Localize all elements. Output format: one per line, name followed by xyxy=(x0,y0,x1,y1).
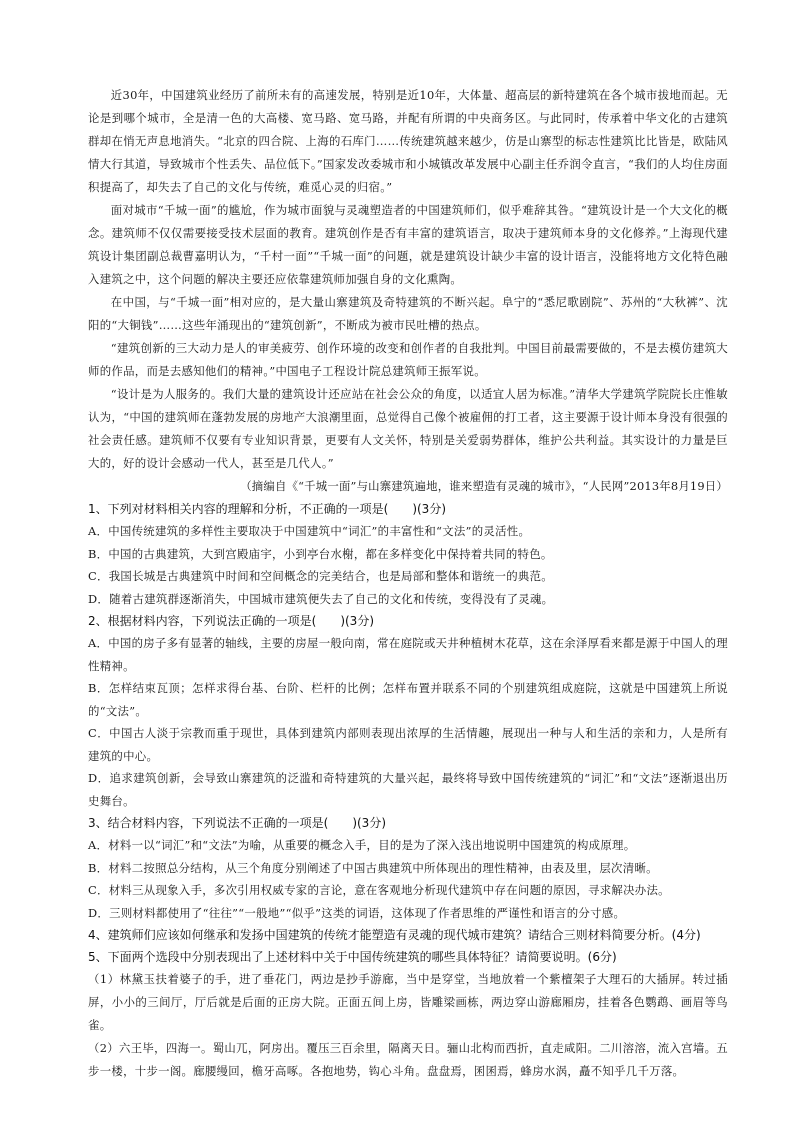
option-d: D．三则材料都使用了“往往”“一般地”“似乎”这类的词语，这体现了作者思维的严谨性和语言的分寸感。 xyxy=(88,905,626,920)
question-stem: 3、结合材料内容，下列说法不正确的一项是( )(3分) xyxy=(88,816,386,830)
excerpt-1: （1）林黛玉扶着婆子的手，进了垂花门，两边是抄手游廊，当中是穿堂，当地放着一个紫檀架子大理石的大插屏。转过插屏，小小的三间厅，厅后就是后面的正房大院。正面五间上房，皆雕梁画栋，两边穿山游廊厢房，挂着各色鹦鹉、画眉等鸟雀。 xyxy=(88,972,728,1032)
option-b: B．怎样结束瓦顶；怎样求得台基、台阶、栏杆的比例；怎样布置并联系不同的个别建筑组成庭院，这就是中国建筑上所说的“文法”。 xyxy=(88,681,728,718)
question-stem: 5、下面两个选段中分别表现出了上述材料中关于中国传统建筑的哪些具体特征？请简要说明。(6分) xyxy=(88,950,617,964)
article-paragraph-2: 面对城市“千城一面”的尴尬，作为城市面貌与灵魂塑造者的中国建筑师们，似乎难辞其咎。“建筑设计是一个大文化的概念。建筑师不仅仅需要接受技术层面的教育。建筑创作是否有丰富的建筑语言，取决于建筑师本身的文化修养。”上海现代建筑设计集团副总裁曹嘉明认为，“千村一面”“千城一面”的问题，就是建筑设计缺少丰富的设计语言，没能将地方文化特色融入建筑之中，这个问题的解决主要还应依靠建筑师加强自身的文化熏陶。 xyxy=(88,203,728,286)
option-c: C．材料三从现象入手，多次引用权威专家的言论，意在客观地分析现代建筑中存在问题的原因，寻求解决办法。 xyxy=(88,883,670,897)
article-paragraph-5: “设计是为人服务的。我们大量的建筑设计还应站在社会公众的角度，以适宜人居为标准。”清华大学建筑学院院长庄惟敏认为，“中国的建筑师在蓬勃发展的房地产大浪潮里面，总觉得自己像个被雇佣的打工者，这主要源于设计师本身没有很强的社会责任感。建筑师不仅要有专业知识背景，更要有人文关怀，特别是关爱弱势群体，维护公共利益。其实设计的力量是巨大的，好的设计会感动一代人，甚至是几代人。” xyxy=(88,387,728,470)
document-page xyxy=(88,84,728,1083)
article-paragraph-4: “建筑创新的三大动力是人的审美疲劳、创作环境的改变和创作者的自我批判。中国目前最需要做的，不是去模仿建筑大师的作品，而是去感知他们的精神。”中国电子工程设计院总建筑师王振军说。 xyxy=(88,341,728,378)
option-b: B．材料二按照总分结构，从三个角度分别阐述了中国古典建筑中所体现出的理性精神，由表及里，层次清晰。 xyxy=(88,860,658,875)
option-c: C．我国长城是古典建筑中时间和空间概念的完美结合，也是局部和整体和谐统一的典范。 xyxy=(88,569,553,583)
question-4 xyxy=(88,924,728,946)
option-a: A．中国传统建筑的多样性主要取决于中国建筑中“词汇”的丰富性和“文法”的灵活性。 xyxy=(88,524,531,538)
article xyxy=(88,84,728,498)
question-stem: 4、建筑师们应该如何继承和发扬中国建筑的传统才能塑造有灵魂的现代城市建筑？请结合三则材料简要分析。(4分) xyxy=(88,928,701,942)
question-stem: 1、下列对材料相关内容的理解和分析，不正确的一项是( )(3分) xyxy=(88,502,446,516)
article-paragraph-3: 在中国，与“千城一面”相对应的，是大量山寨建筑及奇特建筑的不断兴起。阜宁的“悉尼歌剧院”、苏州的“大秋裤”、沈阳的“大铜钱”……这些年涌现出的“建筑创新”，不断成为被市民吐槽的热点。 xyxy=(88,295,728,332)
option-d: D．随着古建筑群逐渐消失，中国城市建筑便失去了自己的文化和传统，变得没有了灵魂。 xyxy=(88,591,554,606)
option-b: B．中国的古典建筑，大到宫殿庙宇，小到亭台水榭，都在多样变化中保持着共同的特色。 xyxy=(88,546,553,561)
question-2 xyxy=(88,610,728,812)
excerpt-2: （2）六王毕，四海一。蜀山兀，阿房出。覆压三百余里，隔离天日。骊山北构而西折，直走咸阳。二川溶溶，流入宫墙。五步一楼，十步一阁。廊腰缦回，檐牙高啄。各抱地势，钩心斗角。盘盘焉，囷囷焉，蜂房水涡，矗不知乎几千万落。 xyxy=(88,1041,728,1078)
article-paragraph-1: 近30年，中国建筑业经历了前所未有的高速发展，特别是近10年，大体量、超高层的新特建筑在各个城市拔地而起。无论是到哪个城市，全是清一色的大高楼、宽马路、宽马路，并配有所谓的中央商务区。与此同时，传承着中华文化的古建筑群却在悄无声息地消失。“北京的四合院、上海的石库门……传统建筑越来越少，仿是山寨型的标志性建筑比比皆是，欧陆风情大行其道，导致城市个性丢失、品位低下。”国家发改委城市和小城镇改革发展中心副主任乔润令直言，“我们的人均住房面积提高了，却失去了自己的文化与传统，难觅心灵的归宿。” xyxy=(88,88,728,194)
question-1 xyxy=(88,498,728,610)
option-d: D．追求建筑创新，会导致山寨建筑的泛滥和奇特建筑的大量兴起，最终将导致中国传统建筑的“词汇”和“文法”逐渐退出历史舞台。 xyxy=(88,771,728,808)
article-source: （摘编自《“千城一面”与山寨建筑遍地，谁来塑造有灵魂的城市》，“人民网”2013年8月19日） xyxy=(240,479,728,493)
question-stem: 2、根据材料内容，下列说法正确的一项是( )(3分) xyxy=(88,614,374,628)
option-c: C．中国古人淡于宗教而重于现世，具体到建筑内部则表现出浓厚的生活情趣，展现出一种与人和生活的亲和力，人是所有建筑的中心。 xyxy=(88,726,728,763)
option-a: A．材料一以“词汇”和“文法”为喻，从重要的概念入手，目的是为了深入浅出地说明中国建筑的构成原理。 xyxy=(88,838,636,852)
question-5 xyxy=(88,946,728,1083)
option-a: A．中国的房子多有显著的轴线，主要的房屋一般向南，常在庭院或天井种植树木花草，这在余泽厚看来都是源于中国人的理性精神。 xyxy=(88,636,728,673)
question-3 xyxy=(88,812,728,924)
